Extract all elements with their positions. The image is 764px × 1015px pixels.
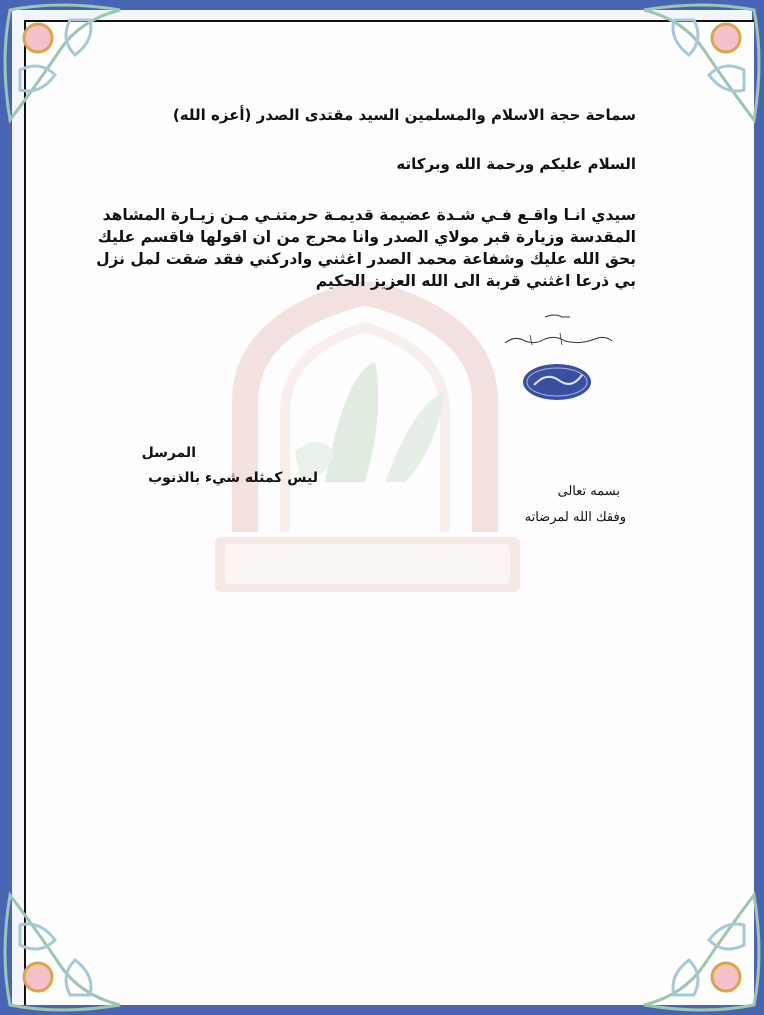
handwritten-signature-icon	[500, 305, 615, 355]
sender-label: المرسل	[141, 445, 196, 461]
letter-body	[96, 204, 636, 292]
corner-ornament-icon	[0, 0, 130, 130]
seal-stamp-icon	[522, 363, 592, 401]
corner-ornament-icon	[634, 0, 764, 130]
letter-body-line: بي ذرعا اغثني قربة الى الله العزيز الحكيم	[315, 272, 636, 290]
watermark-logo-icon	[215, 282, 520, 602]
sender-name: ليس كمثله شيء بالذنوب	[148, 470, 318, 486]
letter-addressee: سماحة حجة الاسلام والمسلمين السيد مقتدى الصدر (أعزه الله)	[172, 106, 636, 124]
letter-body-line: بحق الله عليك وشفاعة محمد الصدر اغثني وادركني فقد ضقت لمل نزل	[96, 250, 636, 268]
letter-greeting: السلام عليكم ورحمة الله وبركاته	[396, 155, 636, 173]
letter-body-line: المقدسة وزيارة قبر مولاي الصدر وانا محرج من ان اقولها فاقسم عليك	[97, 228, 636, 246]
corner-ornament-icon	[634, 885, 764, 1015]
letter-body-line: سيدي انـا واقـع فـي شـدة عضيمة قديمـة حرمتنـي مـن زيـارة المشاهد	[102, 206, 636, 224]
reply-text: وفقك الله لمرضاته	[524, 510, 626, 525]
corner-ornament-icon	[0, 885, 130, 1015]
reply-basmala: بسمه تعالى	[557, 484, 620, 499]
